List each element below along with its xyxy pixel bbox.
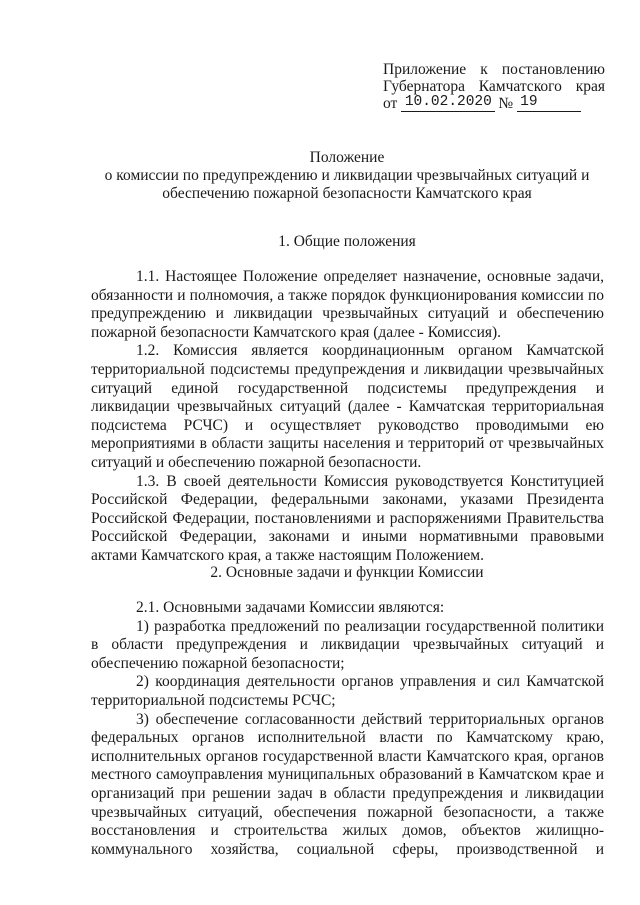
document-body [91,268,604,566]
appendix-word: постановлению [501,61,605,78]
appendix-line-1 [383,61,605,78]
task-item-2: 2) координация деятельности органов управления и сил Камчатской территориальной подсистемы РСЧС; [91,673,604,709]
number-sign: № [498,95,514,112]
appendix-word: края [575,78,605,95]
appendix-line-3 [383,95,605,112]
section-2-heading: 2. Основные задачи и функции Комиссии [210,564,484,581]
title-line-1: Положение [309,149,385,166]
title-line-3: обеспечению пожарной безопасности Камчатского края [162,185,532,202]
paragraph-2-1: 2.1. Основными задачами Комиссии являются: [136,599,445,616]
appendix-word: Камчатского [478,78,562,95]
section-1-heading: 1. Общие положения [278,233,416,250]
decree-number: 19 [517,95,581,112]
decree-date: 10.02.2020 [401,95,495,112]
task-item-3: 3) обеспечение согласованности действий территориальных органов федеральных органов исполнительной власти по Камчатскому краю, исполнительных органов государственной власти Камчатского края, органов местного самоуправления муниципальных образований в Камчатском крае и организаций при решении задач в области предупреждения и ликвидации чрезвычайных ситуаций, обеспечения пожарной безопасности, а также восстановления и строительства жилых домов, объектов жилищно-коммунального хозяйства, социальной сферы, производственной и [91,710,604,858]
appendix-from-label: от [383,95,398,112]
appendix-word: к [480,61,488,78]
document-body-section-2 [91,599,604,859]
appendix-line-2 [383,78,605,95]
paragraph-1-2: 1.2. Комиссия является координационным органом Камчатской территориальной подсистемы предупреждения и ликвидации чрезвычайных ситуаций единой государственной подсистемы предупреждения и ликвидации чрезвычайных ситуаций (далее - Камчатская территориальная подсистема РСЧС) и осуществляет руководство проводимыми ею мероприятиями в области защиты населения и территорий от чрезвычайных ситуаций и обеспечению пожарной безопасности. [91,342,604,471]
appendix-word: Губернатора [383,78,465,95]
paragraph-1-1: 1.1. Настоящее Положение определяет назначение, основные задачи, обязанности и полномочия, а также порядок функционирования комиссии по предупреждению и ликвидации чрезвычайных ситуаций и обеспечению пожарной безопасности Камчатского края (далее - Комиссия). [91,268,604,341]
task-item-1: 1) разработка предложений по реализации государственной политики в области предупреждения и ликвидации чрезвычайных ситуаций и обеспечению пожарной безопасности; [91,617,604,672]
title-line-2: о комиссии по предупреждению и ликвидации чрезвычайных ситуаций и [104,167,590,184]
appendix-word: Приложение [383,61,467,78]
appendix-header [383,61,605,112]
document-title [90,149,604,203]
paragraph-1-3: 1.3. В своей деятельности Комиссия руководствуется Конституцией Российской Федерации, федеральными законами, указами Президента Российской Федерации, постановлениями и распоряжениями Правительства Российской Федерации, законами и иными нормативными правовыми актами Камчатского края, а также настоящим Положением. [91,472,604,564]
